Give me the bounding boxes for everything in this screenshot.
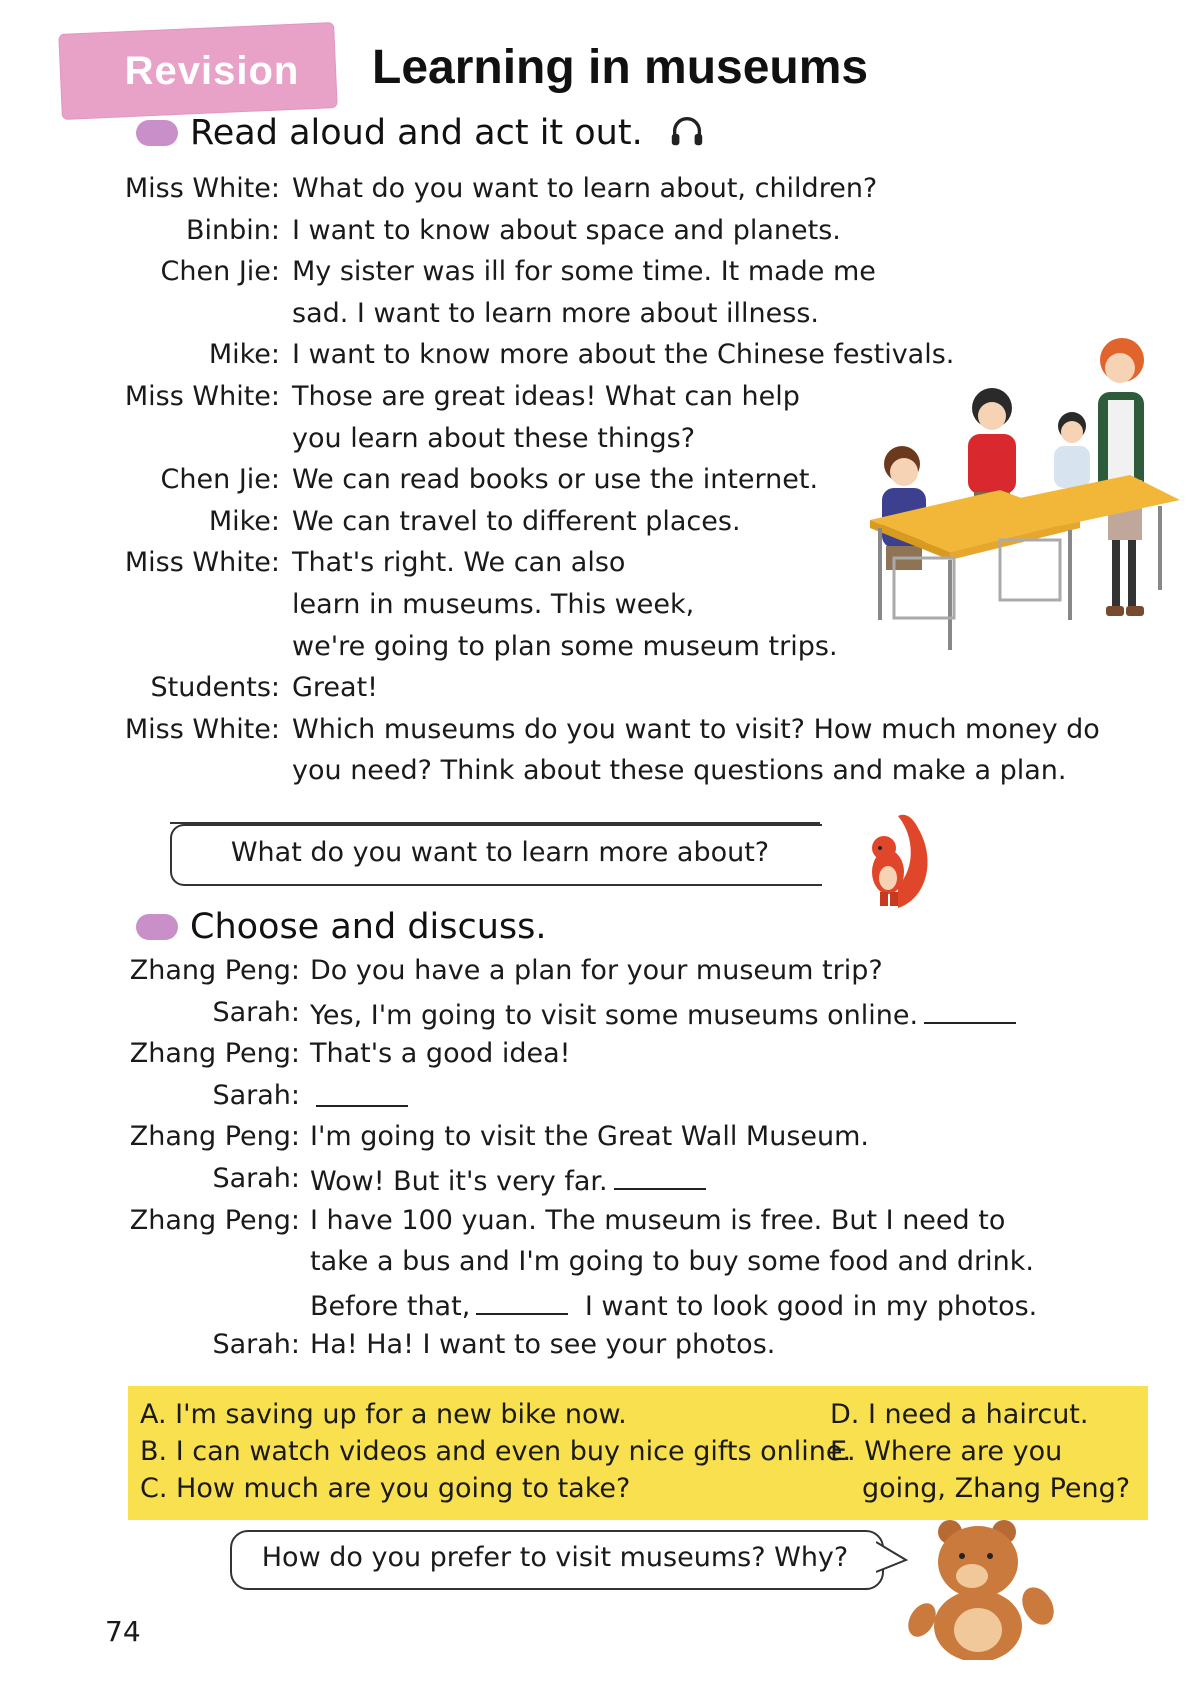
speaker-wrapper [0,1075,300,1117]
speaker-name: Sarah: [212,1079,300,1111]
dialogue-row [0,750,1190,792]
section1-heading: Read aloud and act it out. [190,113,643,153]
dialogue-line: That's right. We can also [292,547,626,579]
dialogue-row [0,168,1190,210]
dialogue-row [0,210,1190,252]
dialogue-line: you learn about these things? [292,422,696,454]
speaker-name: Zhang Peng: [129,1204,300,1236]
dialogue-row [0,1116,1190,1158]
speaker-wrapper [0,992,300,1034]
squirrel-illustration [858,808,938,918]
dialogue-row [0,293,1190,335]
speaker-name: Miss White: [124,713,280,745]
dialogue-row [0,251,1190,293]
dialogue-line: Wow! But it's very far. [310,1158,706,1203]
dialogue-line: We can read books or use the internet. [292,464,819,496]
revision-tag: Revision [124,49,300,93]
speaker-wrapper [0,1324,300,1366]
dialogue-line: That's a good idea! [310,1038,571,1070]
dialogue-line: Yes, I'm going to visit some museums online. [310,992,1016,1037]
speaker-wrapper [0,376,280,418]
dialogue-row [0,1241,1190,1283]
page-title: Learning in museums [372,41,869,94]
option-e[interactable]: E. Where are you [830,1436,1063,1467]
classroom-illustration [850,330,1180,670]
bubble-question-2: How do you prefer to visit museums? Why? [261,1542,849,1573]
dialogue-line: we're going to plan some museum trips. [292,630,838,662]
speaker-name: Chen Jie: [160,464,280,496]
dialogue-line: Which museums do you want to visit? How much money do [292,713,1100,745]
dialogue-line: take a bus and I'm going to buy some food and drink. [310,1246,1034,1278]
speaker-wrapper [0,168,280,210]
speaker-name: Sarah: [212,1329,300,1361]
speaker-wrapper [0,950,300,992]
dialogue-line: Those are great ideas! What can help [292,381,800,412]
dialogue-line: We can travel to different places. [292,505,741,537]
dialogue-row [0,1075,1190,1117]
speaker-name: Zhang Peng: [129,955,300,986]
section-bullet [136,120,178,146]
answer-blank[interactable] [316,1075,408,1107]
dialogue-row [0,667,1190,709]
speaker-name: Chen Jie: [160,256,280,288]
dialogue-line: I have 100 yuan. The museum is free. But I need to [310,1204,1006,1236]
speaker-name: Mike: [208,505,280,537]
option-d[interactable]: D. I need a haircut. [830,1399,1089,1430]
speaker-name: Sarah: [212,996,300,1028]
dialogue-line: learn in museums. This week, [292,589,695,620]
speaker-name: Sarah: [212,1163,300,1194]
speaker-name: Binbin: [186,214,280,246]
dialogue-line: What do you want to learn about, children? [292,173,878,204]
speaker-wrapper [0,501,280,543]
dialogue-line: I'm going to visit the Great Wall Museum. [310,1121,869,1153]
answer-blank[interactable] [476,1283,568,1315]
dialogue-line: you need? Think about these questions and make a plan. [292,755,1067,787]
bubble-question-1: What do you want to learn more about? [230,837,770,868]
bubble-tail [876,1538,910,1578]
speaker-wrapper [0,459,280,501]
dialogue-line: I want to know more about the Chinese festivals. [292,339,955,371]
dialogue-row [0,1324,1190,1366]
page-number: 74 [105,1615,141,1648]
speaker-wrapper [0,210,280,252]
option-b[interactable]: B. I can watch videos and even buy nice gifts online. [140,1436,852,1467]
headphones-icon[interactable] [668,112,706,150]
speaker-name: Zhang Peng: [129,1121,300,1153]
dialogue-row [0,1283,1190,1325]
speaker-wrapper [0,1158,300,1200]
dialogue-line-after-blank: I want to look good in my photos. [576,1290,1038,1322]
dialogue-line: Ha! Ha! I want to see your photos. [310,1329,776,1361]
speaker-wrapper [0,1200,300,1242]
dialogue-line: My sister was ill for some time. It made me [292,256,876,288]
options-box [128,1386,1148,1520]
dialogue-line: Before that, I want to look good in my photos. [310,1283,1037,1328]
speaker-wrapper [0,667,280,709]
answer-blank[interactable] [924,992,1016,1024]
option-a[interactable]: A. I'm saving up for a new bike now. [140,1399,627,1430]
speaker-wrapper [0,709,280,751]
dialogue-line [310,1075,408,1120]
speaker-wrapper [0,542,280,584]
dialogue-line: I want to know about space and planets. [292,214,841,246]
speaker-wrapper [0,251,280,293]
speaker-name: Students: [150,672,280,704]
dialogue-row [0,950,1190,992]
speaker-name: Zhang Peng: [129,1038,300,1070]
speaker-name: Miss White: [124,173,280,204]
dialogue-row [0,992,1190,1034]
dialogue-line: Do you have a plan for your museum trip? [310,955,883,986]
dialogue-row [0,1200,1190,1242]
speaker-name: Miss White: [124,381,280,412]
speaker-wrapper [0,1116,300,1158]
dialogue-line: sad. I want to learn more about illness. [292,297,819,329]
answer-blank[interactable] [614,1158,706,1190]
option-c[interactable]: C. How much are you going to take? [140,1473,631,1504]
speaker-name: Miss White: [124,547,280,579]
speaker-name: Mike: [208,339,280,371]
bear-illustration [908,1510,1058,1660]
dialogue-row [0,1158,1190,1200]
option-e-continued[interactable]: going, Zhang Peng? [862,1473,1131,1504]
speaker-wrapper [0,1033,300,1075]
section2-heading: Choose and discuss. [190,907,547,947]
speaker-wrapper [0,334,280,376]
section-bullet [136,914,178,940]
dialogue-line: Great! [292,672,378,704]
dialogue-row [0,1033,1190,1075]
dialogue-row [0,709,1190,751]
